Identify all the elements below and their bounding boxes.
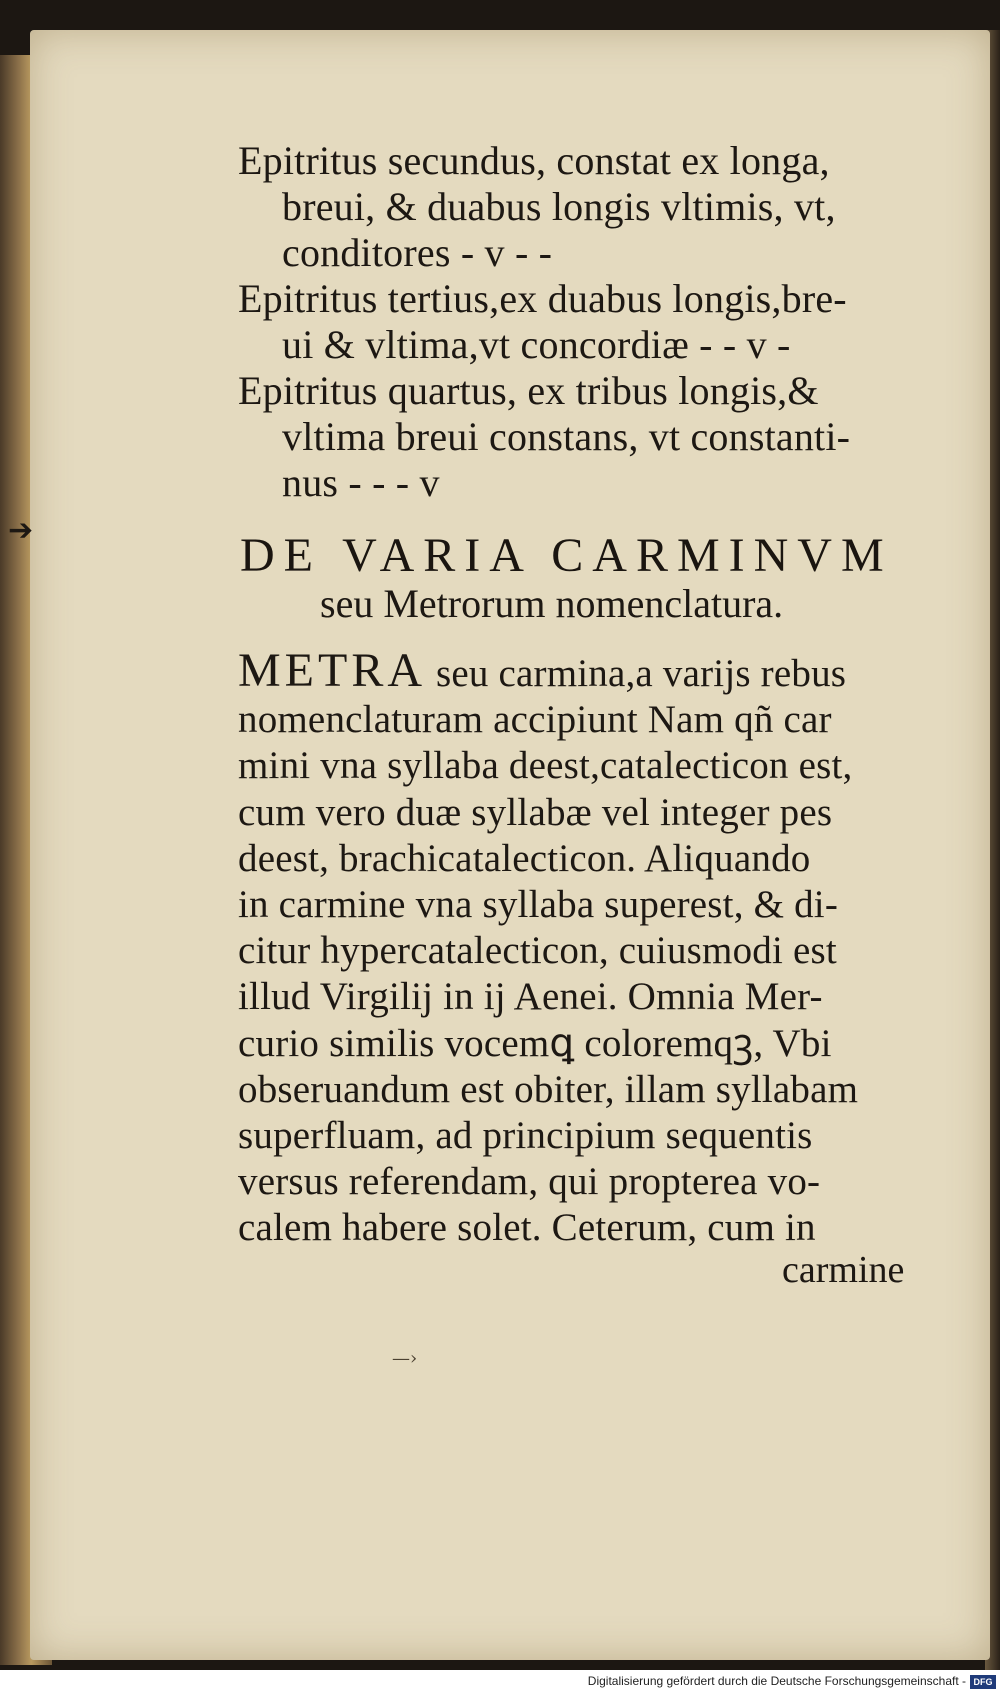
epitritus-quartus-line-1: Epitritus quartus, ex tribus longis,&: [238, 368, 819, 413]
epitritus-secundus-line-1: Epitritus secundus, constat ex longa,: [238, 138, 830, 183]
body-line: curio similis vocemꝗ coloremqꝫ, Vbi: [238, 1021, 832, 1065]
epitritus-secundus-line-2: breui, & duabus longis vltimis, vt,: [282, 184, 836, 229]
body-line: versus referendam, qui propterea vo-: [238, 1160, 821, 1204]
body-line: in carmine vna syllaba superest, & di-: [238, 883, 839, 927]
initial-word: METRA: [238, 644, 426, 697]
dfg-logo-icon: DFG: [970, 1675, 996, 1689]
body-line: deest, brachicatalecticon. Aliquando: [238, 836, 811, 880]
ink-mark: —›: [392, 1348, 418, 1369]
epitritus-quartus-line-2: vltima breui constans, vt constanti-: [282, 414, 851, 459]
epitritus-quartus-line-3: nus - - - v: [282, 460, 440, 505]
catchword: carmine: [782, 1249, 905, 1291]
first-line-rest: seu carmina,a varijs rebus: [426, 652, 847, 695]
body-line-first: [238, 644, 938, 697]
body-line: nomenclaturam accipiunt Nam qñ car: [238, 698, 832, 742]
section-heading: DE VARIA CARMINVM: [240, 529, 893, 582]
body-line: cum vero duæ syllabæ vel integer pes: [238, 790, 833, 834]
body-line: citur hypercatalecticon, cuiusmodi est: [238, 929, 837, 973]
body-line: superfluam, ad principium sequentis: [238, 1114, 813, 1158]
epitritus-tertius-line-2: ui & vltima,vt concordiæ - - v -: [282, 322, 791, 367]
body-line: illud Virgilij in ij Aenei. Omnia Mer-: [238, 975, 823, 1019]
epitritus-definitions: [238, 138, 938, 506]
body-line: calem habere solet. Ceterum, cum in: [238, 1206, 816, 1250]
footer-credit: Digitalisierung gefördert durch die Deutsche Forschungsgemeinschaft -: [587, 1674, 966, 1688]
epitritus-tertius-line-1: Epitritus tertius,ex duabus longis,bre-: [238, 276, 847, 321]
body-paragraph: [238, 644, 938, 1252]
body-line: obseruandum est obiter, illam syllabam: [238, 1067, 859, 1111]
section-subheading: seu Metrorum nomenclatura.: [320, 581, 784, 626]
footer-bar: [0, 1670, 1000, 1695]
epitritus-secundus-line-3: conditores - v - -: [282, 230, 553, 275]
margin-mark-icon: ➔: [8, 513, 34, 548]
body-line: mini vna syllaba deest,catalecticon est,: [238, 744, 853, 788]
